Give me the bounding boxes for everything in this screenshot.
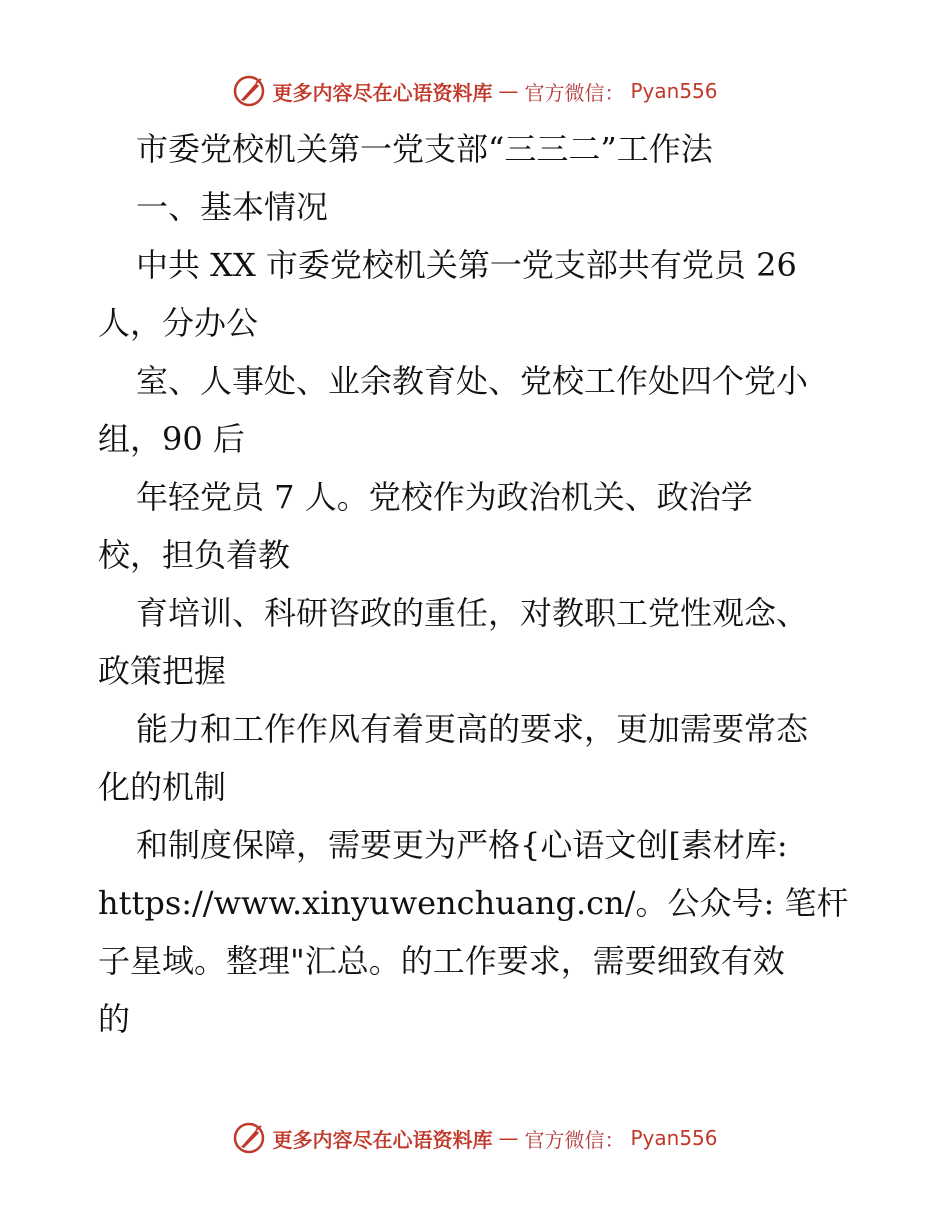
paragraph-line: 中共 XX 市委党校机关第一党支部共有党员 26 <box>136 246 797 284</box>
paragraph-line: 人，分办公 <box>98 304 259 342</box>
banner-wechat-label: 官方微信： <box>524 1127 625 1152</box>
paragraph-line: 校，担负着教 <box>98 536 291 574</box>
paragraph-line: 政策把握 <box>98 652 227 690</box>
document-body <box>98 120 858 1048</box>
paragraph-line: 化的机制 <box>98 768 227 806</box>
document-title: 市委党校机关第一党支部“三三二”工作法 <box>136 130 713 168</box>
banner-main-text: 更多内容尽在心语资料库 <box>272 80 493 105</box>
paragraph-line: 育培训、科研咨政的重任，对教职工党性观念、 <box>136 594 809 632</box>
paragraph-line: 组，90 后 <box>98 420 245 458</box>
paragraph-line: 室、人事处、业余教育处、党校工作处四个党小 <box>136 362 809 400</box>
section-heading: 一、基本情况 <box>136 188 329 226</box>
paragraph-line: https://www.xinyuwenchuang.cn/。公众号: 笔杆 <box>98 884 849 922</box>
banner-dash: — <box>498 1126 519 1150</box>
banner-wechat-id: Pyan556 <box>630 1126 718 1150</box>
paragraph-line: 能力和工作作风有着更高的要求，更加需要常态 <box>136 710 809 748</box>
paragraph-line: 子星域。整理"汇总。的工作要求，需要细致有效 <box>98 942 785 980</box>
quill-logo-icon <box>232 74 266 108</box>
quill-logo-icon <box>232 1121 266 1155</box>
paragraph-line: 和制度保障，需要更为严格{心语文创[素材库: <box>136 826 788 864</box>
paragraph-line: 的 <box>98 1000 131 1038</box>
paragraph-line: 年轻党员 7 人。党校作为政治机关、政治学 <box>136 478 753 516</box>
footer-banner <box>0 1121 950 1155</box>
banner-dash: — <box>498 79 519 103</box>
header-banner <box>0 74 950 108</box>
banner-wechat-label: 官方微信： <box>524 80 625 105</box>
banner-main-text: 更多内容尽在心语资料库 <box>272 1127 493 1152</box>
banner-wechat-id: Pyan556 <box>630 79 718 103</box>
